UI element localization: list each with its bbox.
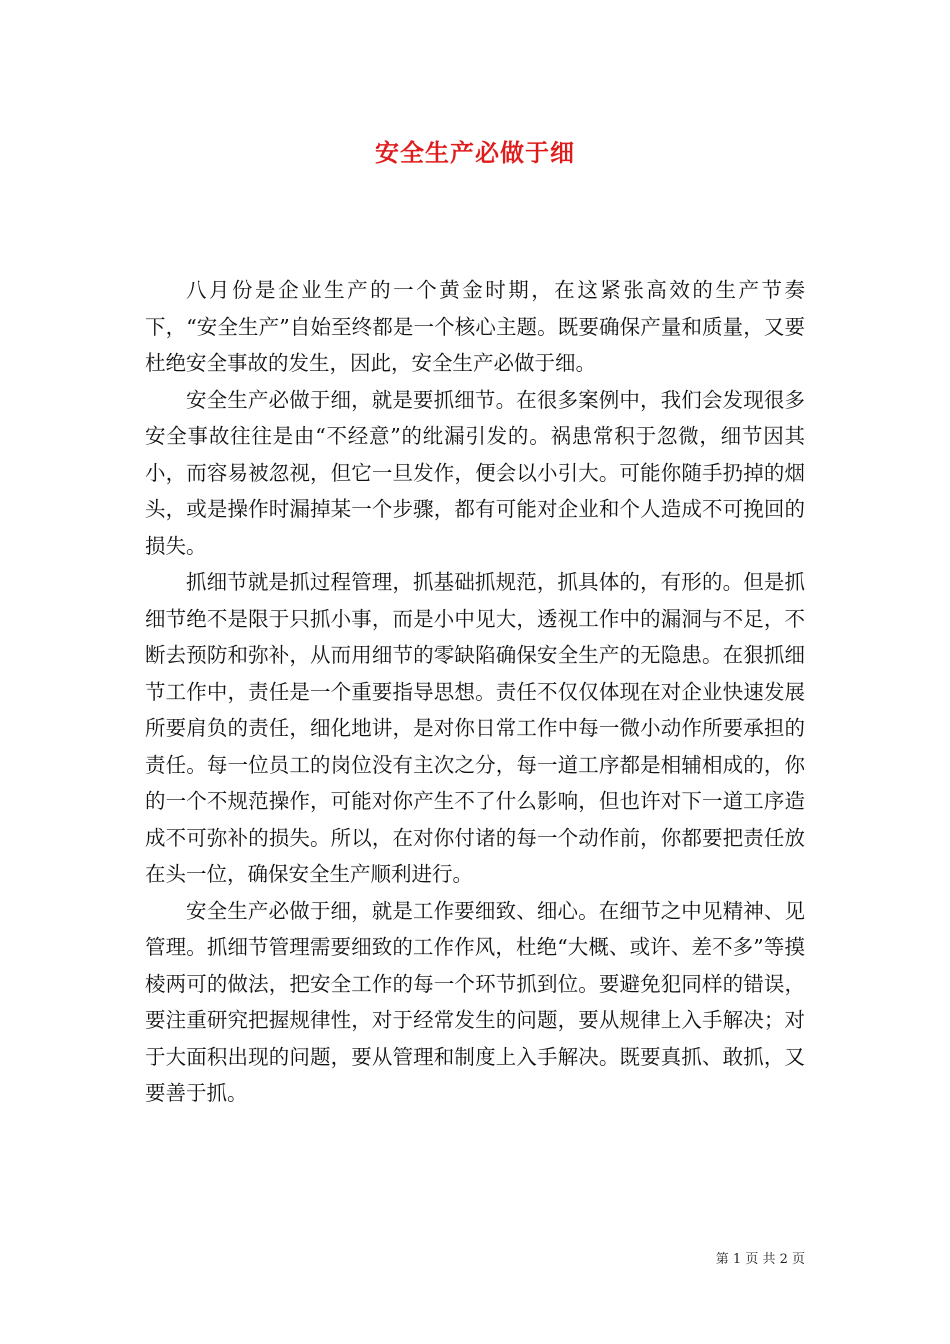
paragraph-3: 抓细节就是抓过程管理，抓基础抓规范，抓具体的，有形的。但是抓细节绝不是限于只抓小事，而是小中见大，透视工作中的漏洞与不足，不断去预防和弥补，从而用细节的零缺陷确保安全生产的无隐患。在狠抓细节工作中，责任是一个重要指导思想。责任不仅仅体现在对企业快速发展所要肩负的责任，细化地讲，是对你日常工作中每一微小动作所要承担的责任。每一位员工的岗位没有主次之分，每一道工序都是相辅相成的，你的一个不规范操作，可能对你产生不了什么影响，但也许对下一道工序造成不可弥补的损失。所以，在对你付诸的每一个动作前，你都要把责任放在头一位，确保安全生产顺利进行。 [145,570,805,886]
paragraph-2: 安全生产必做于细，就是要抓细节。在很多案例中，我们会发现很多安全事故往往是由“不经意”的纰漏引发的。祸患常积于忽微，细节因其小，而容易被忽视，但它一旦发作，便会以小引大。可能你随手扔掉的烟头，或是操作时漏掉某一个步骤，都有可能对企业和个人造成不可挽回的损失。 [145,387,805,558]
page-title: 安全生产必做于细 [375,138,575,167]
page-number-footer: 第 1 页 共 2 页 [715,1252,805,1267]
paragraph-4: 安全生产必做于细，就是工作要细致、细心。在细节之中见精神、见管理。抓细节管理需要细致的工作作风，杜绝“大概、或许、差不多”等摸棱两可的做法，把安全工作的每一个环节抓到位。要避免犯同样的错误，要注重研究把握规律性，对于经常发生的问题，要从规律上入手解决；对于大面积出现的问题，要从管理和制度上入手解决。既要真抓、敢抓，又要善于抓。 [145,898,805,1105]
document-body [145,272,805,1112]
paragraph-1: 八月份是企业生产的一个黄金时期，在这紧张高效的生产节奏下，“安全生产”自始至终都是一个核心主题。既要确保产量和质量，又要杜绝安全事故的发生，因此，安全生产必做于细。 [145,278,805,375]
